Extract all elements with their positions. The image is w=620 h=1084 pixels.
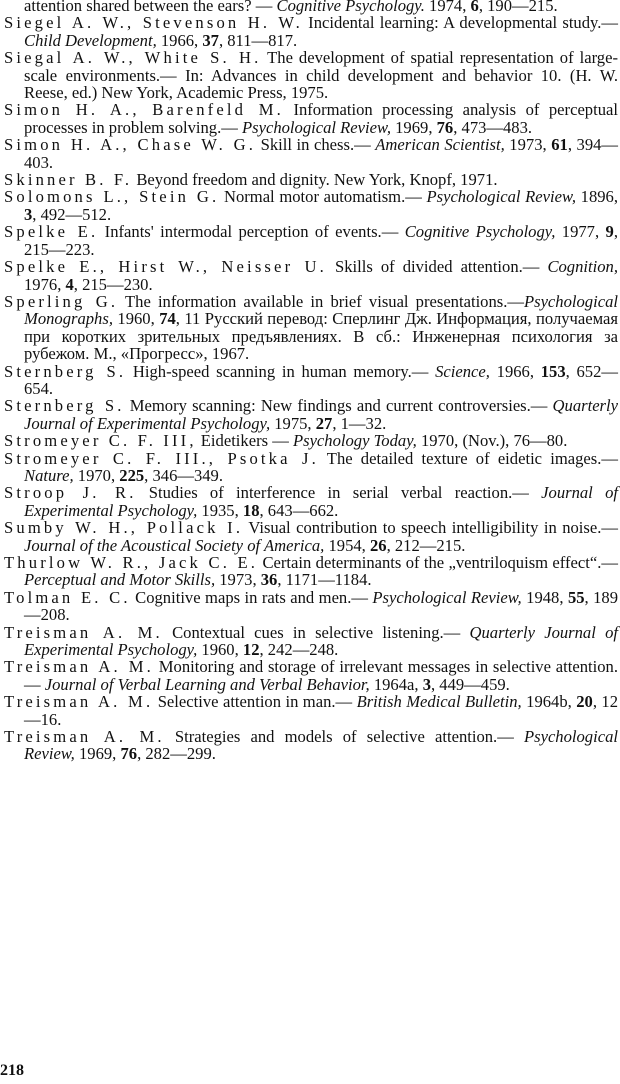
reference-authors: Sperling G.: [4, 291, 119, 311]
reference-entry: Stromeyer C. F. III, Eidetikers — Psychology Today, 1970, (Nov.), 76—80.: [4, 431, 568, 451]
reference-entry: Sumby W. H., Pollack I. Visual contribution to speech intelligibility in noise.— Journal of the Acoustical Society of America, 1954, 26, 212—215.: [4, 518, 618, 555]
reference-source: Cognitive Psychology.: [276, 0, 425, 15]
reference-entry: Treisman A. M. Strategies and models of selective attention.— Psychological Review, 1969, 76, 282—299.: [4, 727, 618, 764]
reference-authors: Treisman A. M.: [4, 692, 154, 712]
reference-authors: Simon H. A., Chase W. G.: [4, 135, 257, 155]
reference-source: Nature,: [24, 465, 74, 485]
reference-volume: 76: [436, 117, 454, 137]
reference-source: Psychological Review,: [242, 117, 391, 137]
reference-authors: Treisman A. M.: [4, 727, 165, 747]
reference-volume: 27: [315, 413, 333, 433]
reference-authors: Simon H. A., Barenfeld M.: [4, 100, 284, 120]
reference-entry: Treisman A. M. Monitoring and storage of irrelevant messages in selective attention.— Journal of Verbal Learning and Verbal Behavior, 1964a, 3, 449—459.: [4, 657, 618, 694]
reference-entry: Spelke E., Hirst W., Neisser U. Skills of divided attention.— Cognition, 1976, 4, 215—230.: [4, 257, 618, 294]
reference-volume: 12: [242, 640, 260, 660]
reference-volume: 6: [470, 0, 479, 15]
reference-authors: Solomons L., Stein G.: [4, 187, 220, 207]
reference-authors: Treisman A. M.: [4, 657, 154, 677]
reference-entry: Simon H. A., Barenfeld M. Information processing analysis of perceptual processes in problem solving.— Psychological Review, 1969, 76, 473—483.: [4, 100, 618, 137]
reference-volume: 20: [576, 692, 593, 712]
reference-volume: 3: [422, 674, 431, 694]
reference-volume: 37: [202, 30, 219, 50]
reference-entry: Simon H. A., Chase W. G. Skill in chess.— American Scientist, 1973, 61, 394—403.: [4, 135, 619, 172]
reference-source: Science,: [435, 361, 490, 381]
reference-source: Child Development,: [24, 30, 157, 50]
reference-authors: Stromeyer C. F. III., Psotka J.: [4, 448, 319, 468]
reference-list: [4, 0, 618, 763]
reference-entry: Siegel A. W., Stevenson H. W. Incidental learning: A developmental study.— Child Development, 1966, 37, 811—817.: [4, 13, 618, 50]
reference-authors: Treisman A. M.: [4, 622, 163, 642]
reference-authors: Thurlow W. R., Jack C. E.: [4, 553, 259, 572]
reference-entry: Spelke E. Infants' intermodal perception of events.— Cognitive Psychology, 1977, 9, 215—223.: [4, 222, 618, 259]
reference-authors: Siegel A. W., Stevenson H. W.: [4, 13, 303, 33]
reference-source: Psychological Review,: [24, 727, 618, 764]
reference-source: Journal of Verbal Learning and Verbal Behavior,: [44, 674, 370, 694]
reference-volume: 26: [369, 535, 387, 555]
reference-authors: Sternberg S.: [4, 396, 125, 416]
reference-volume: 3: [24, 204, 33, 224]
reference-source: American Scientist,: [375, 135, 505, 155]
reference-entry: Sternberg S. Memory scanning: New findings and current controversies.— Quarterly Journal of Experimental Psychology, 1975, 27, 1—32.: [4, 396, 618, 433]
reference-volume: 4: [65, 274, 74, 294]
reference-source: Cognition,: [547, 257, 618, 277]
reference-source: British Medical Bulletin,: [356, 692, 522, 712]
reference-entry: attention shared between the ears? — Cognitive Psychology. 1974, 6, 190—215.: [4, 0, 618, 14]
reference-volume: 74: [159, 309, 176, 329]
reference-source: Journal of the Acoustical Society of America,: [24, 535, 325, 555]
reference-source: Cognitive Psychology,: [404, 222, 556, 242]
reference-source: Quarterly Journal of Experimental Psychology,: [24, 622, 618, 660]
reference-volume: 76: [120, 744, 138, 764]
reference-authors: Spelke E., Hirst W., Neisser U.: [4, 257, 327, 277]
reference-source: Psychological Monographs,: [24, 291, 618, 329]
reference-entry: Sternberg S. High-speed scanning in human memory.— Science, 1966, 153, 652—654.: [4, 361, 618, 398]
reference-entry: Siegal A. W., White S. H. The development of spatial representation of large-scale environments.— In: Advances in child development and behavior 10. (H. W. Reese, ed.) New York, Academic Press, 1975.: [4, 48, 618, 103]
reference-entry: Treisman A. M. Selective attention in man.— British Medical Bulletin, 1964b, 20, 12—16.: [4, 692, 619, 729]
reference-authors: Stromeyer C. F. III,: [4, 431, 197, 451]
reference-entry: Skinner B. F. Beyond freedom and dignity. New York, Knopf, 1971.: [4, 170, 498, 190]
reference-volume: 153: [540, 361, 566, 381]
reference-source: Perceptual and Motor Skills,: [24, 570, 216, 590]
reference-authors: Sumby W. H., Pollack I.: [4, 518, 244, 538]
reference-authors: Spelke E.: [4, 222, 99, 242]
reference-authors: Siegal A. W., White S. H.: [4, 48, 262, 68]
reference-source: Psychology Today,: [292, 431, 417, 451]
page-number: 218: [0, 1062, 24, 1079]
reference-source: Psychological Review,: [372, 587, 522, 607]
reference-authors: Sternberg S.: [4, 361, 127, 381]
reference-entry: Tolman E. C. Cognitive maps in rats and men.— Psychological Review, 1948, 55, 189—208.: [4, 587, 619, 625]
reference-entry: Sperling G. The information available in brief visual presentations.—Psychological Monographs, 1960, 74, 11 Русский перевод: Сперлинг Дж. Информация, получаемая при коротких зрительных предъявлениях. В сб.: Инженерная психология за рубежом. М., «Прогресс», 1967.: [4, 291, 618, 364]
reference-volume: 9: [605, 222, 614, 242]
reference-source: Journal of Experimental Psychology,: [24, 483, 618, 520]
reference-volume: 225: [119, 465, 145, 485]
reference-volume: 61: [551, 135, 568, 155]
reference-volume: 55: [567, 587, 585, 607]
reference-volume: 36: [260, 570, 278, 590]
reference-entry: Solomons L., Stein G. Normal motor automatism.— Psychological Review, 1896, 3, 492—512.: [4, 187, 618, 224]
reference-entry: Treisman A. M. Contextual cues in selective listening.— Quarterly Journal of Experimental Psychology, 1960, 12, 242—248.: [4, 622, 618, 660]
reference-entry: Thurlow W. R., Jack C. E. Certain determinants of the „ventriloquism effect“.— Perceptual and Motor Skills, 1973, 36, 1171—1184.: [4, 553, 618, 590]
reference-authors: Skinner B. F.: [4, 170, 133, 190]
reference-authors: Tolman E. C.: [4, 587, 131, 607]
reference-authors: Stroop J. R.: [4, 483, 137, 503]
reference-source: Psychological Review,: [426, 187, 576, 207]
reference-entry: Stroop J. R. Studies of interference in serial verbal reaction.— Journal of Experimental Psychology, 1935, 18, 643—662.: [4, 483, 618, 520]
reference-entry: Stromeyer C. F. III., Psotka J. The detailed texture of eidetic images.— Nature, 1970, 225, 346—349.: [4, 448, 618, 485]
reference-volume: 18: [242, 500, 260, 520]
reference-source: Quarterly Journal of Experimental Psychology,: [24, 396, 618, 433]
